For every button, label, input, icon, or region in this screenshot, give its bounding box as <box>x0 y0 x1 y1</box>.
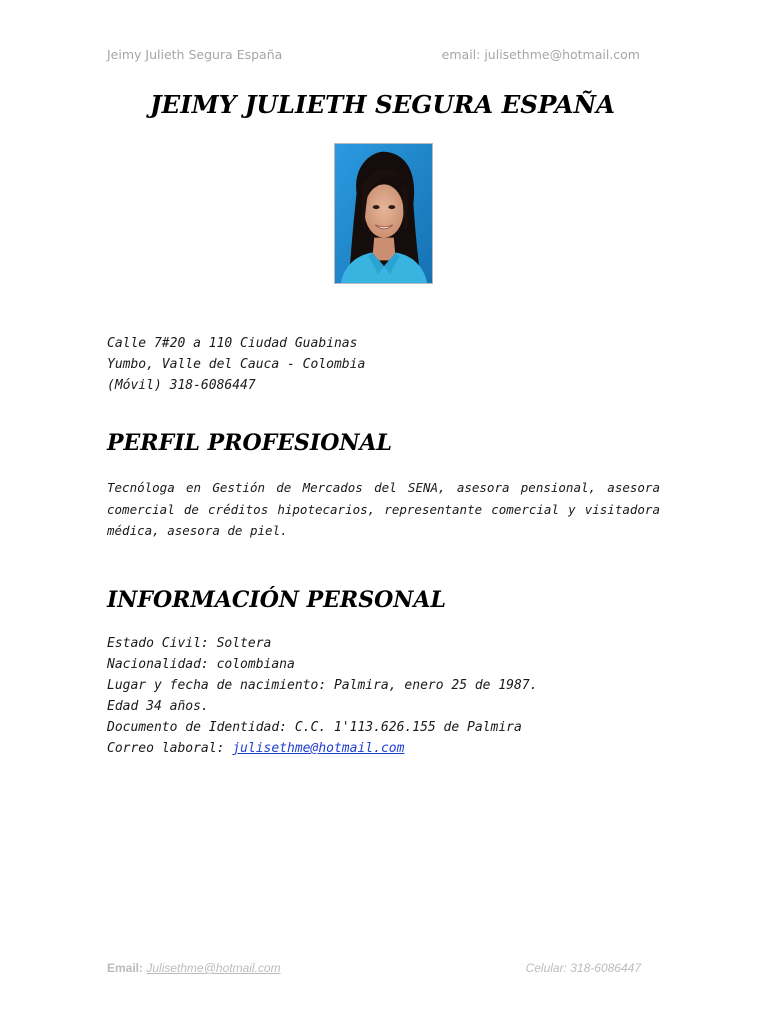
footer-email-link[interactable]: Julisethme@hotmail.com <box>146 961 281 975</box>
personal-info-block <box>107 633 537 759</box>
address-block <box>107 333 365 396</box>
personal-info-heading: INFORMACIÓN PERSONAL <box>107 587 446 613</box>
work-email-line <box>107 738 537 759</box>
address-line: Calle 7#20 a 110 Ciudad Guabinas <box>107 336 358 351</box>
personal-info-line: Estado Civil: Soltera <box>107 636 272 651</box>
personal-info-line: Edad 34 años. <box>107 699 209 714</box>
portrait-image <box>335 144 432 283</box>
personal-info-line: Nacionalidad: colombiana <box>107 657 295 672</box>
footer-email <box>107 961 281 975</box>
address-line: (Móvil) 318-6086447 <box>107 378 256 393</box>
work-email-label: Correo laboral: <box>107 741 233 756</box>
footer-email-label: Email: <box>107 961 147 975</box>
profile-text: Tecnóloga en Gestión de Mercados del SENA, asesora pensional, asesora comercial de créditos hipotecarios, representante comercial y visitadora médica, asesora de piel. <box>107 480 660 538</box>
profile-photo <box>334 143 433 284</box>
header-email: email: julisethme@hotmail.com <box>441 47 640 62</box>
header-name: Jeimy Julieth Segura España <box>107 47 283 62</box>
page-title: JEIMY JULIETH SEGURA ESPAÑA <box>149 90 616 119</box>
work-email-link[interactable]: julisethme@hotmail.com <box>232 741 405 756</box>
personal-info-line: Lugar y fecha de nacimiento: Palmira, enero 25 de 1987. <box>107 678 538 693</box>
profile-heading: PERFIL PROFESIONAL <box>107 430 393 456</box>
footer-phone: Celular: 318-6086447 <box>525 961 641 975</box>
personal-info-line: Documento de Identidad: C.C. 1'113.626.155 de Palmira <box>107 720 522 735</box>
address-line: Yumbo, Valle del Cauca - Colombia <box>107 357 366 372</box>
